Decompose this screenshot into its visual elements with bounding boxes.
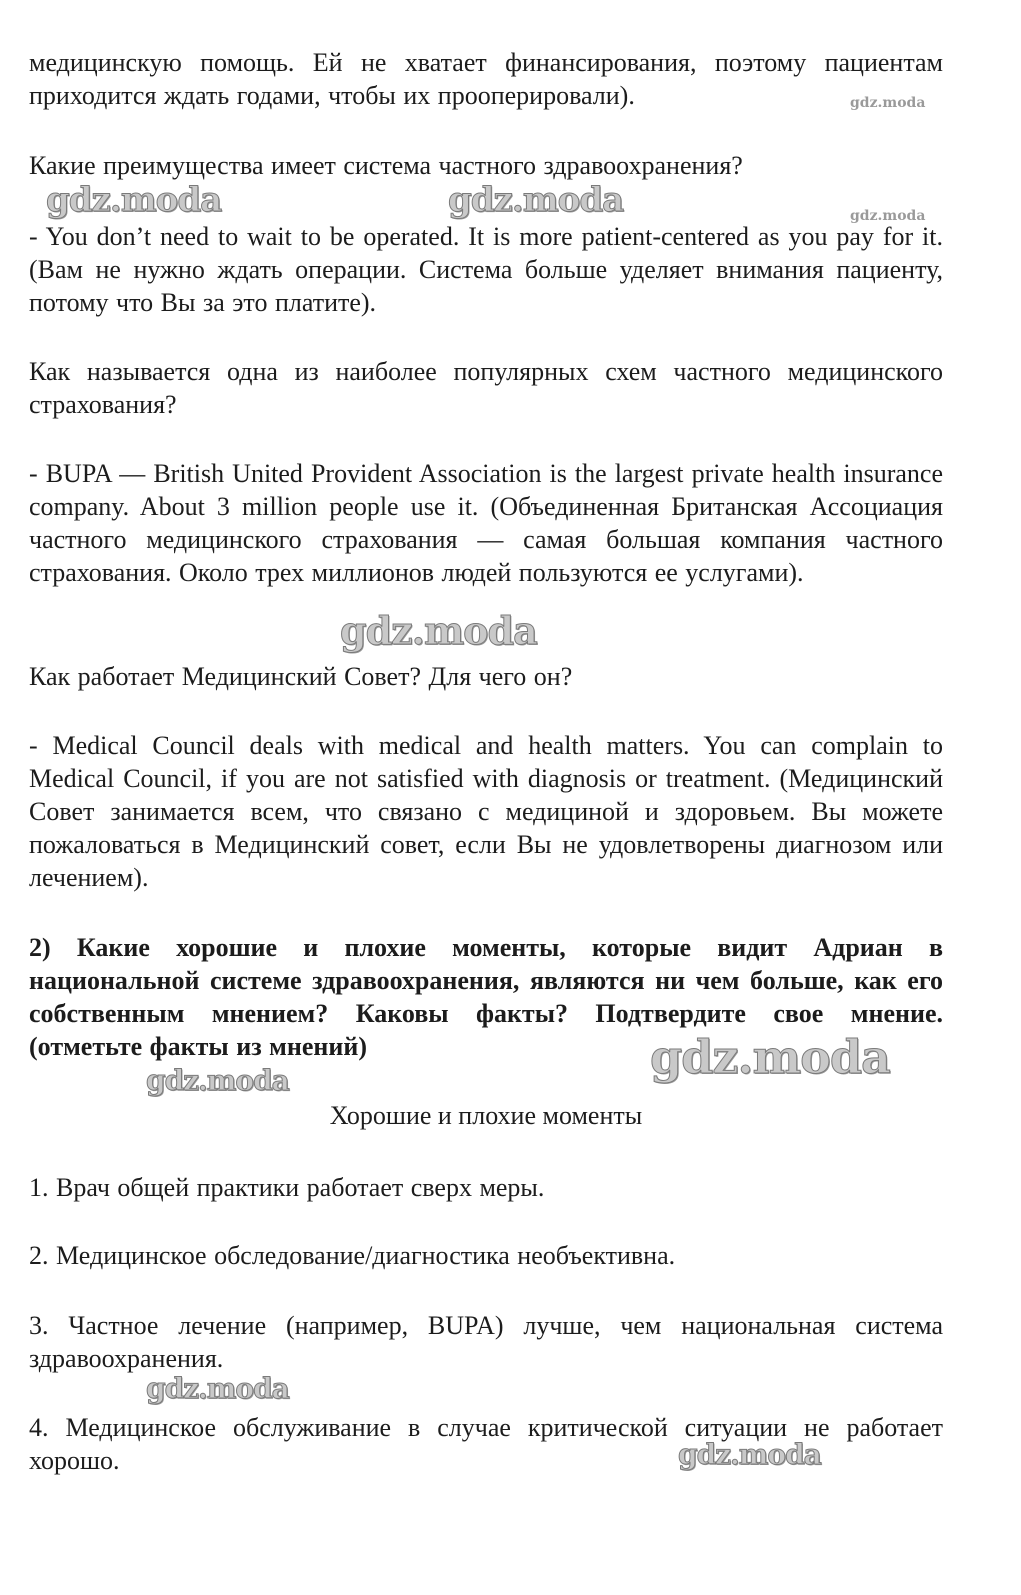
question-medical-council: Как работает Медицинский Совет? Для чего он? <box>29 662 573 691</box>
list-item-1: 1. Врач общей практики работает сверх меры. <box>29 1173 545 1202</box>
answer-medical-council: - Medical Council deals with medical and health matters. You can complain to Medical Council, if you are not satisfied with diagnosis or treatment. (Медицинский Совет занимается всем, что связано с медициной и здоровьем. Вы можете пожаловаться в Медицинский совет, если Вы не удовлетворены диагнозом или лечением). <box>29 731 943 892</box>
question-insurance-scheme: Как называется одна из наиболее популярных схем частного медицинского страхования? <box>29 357 943 419</box>
list-item-3: 3. Частное лечение (например, BUPA) лучше, чем национальная система здравоохранения. <box>29 1311 943 1373</box>
watermark: gdz.moda <box>146 1372 289 1405</box>
watermark: gdz.moda <box>850 208 926 224</box>
question-private-advantages: Какие преимущества имеет система частного здравоохранения? <box>29 151 743 180</box>
list-item-2: 2. Медицинское обследование/диагностика необъективна. <box>29 1241 676 1270</box>
watermark: gdz.moda <box>340 608 537 653</box>
watermark: gdz.moda <box>850 95 926 111</box>
list-item-4: 4. Медицинское обслуживание в случае критической ситуации не работает хорошо. <box>29 1413 943 1475</box>
answer-bupa: - BUPA — British United Provident Association is the largest private health insurance company. About 3 million people use it. (Объединенная Британская Ассоциация частного медицинского страхования — самая большая компания частного страхования. Около трех миллионов людей пользуются ее услугами). <box>29 459 943 587</box>
watermark: gdz.moda <box>650 1030 890 1084</box>
watermark: gdz.moda <box>146 1064 289 1097</box>
watermark: gdz.moda <box>46 180 222 220</box>
section-heading-good-bad: Хорошие и плохие моменты <box>329 1101 643 1130</box>
watermark: gdz.moda <box>678 1438 821 1471</box>
watermark: gdz.moda <box>448 180 624 220</box>
answer-private-advantages: - You don’t need to wait to be operated. It is more patient-centered as you pay for it. (Вам не нужно ждать операции. Система больше уделяет внимания пациенту, потому что Вы за это платите). <box>29 222 943 317</box>
question-2-heading: 2) Какие хорошие и плохие моменты, которые видит Адриан в национальной системе здравоохранения, являются ни чем больше, как его собственным мнением? Каковы факты? Подтвердите свое мнение. (отметьте факты из мнений) <box>29 933 943 1061</box>
paragraph-nhs-funding: медицинскую помощь. Ей не хватает финансирования, поэтому пациентам приходится ждать годами, чтобы их прооперировали). <box>29 48 943 110</box>
